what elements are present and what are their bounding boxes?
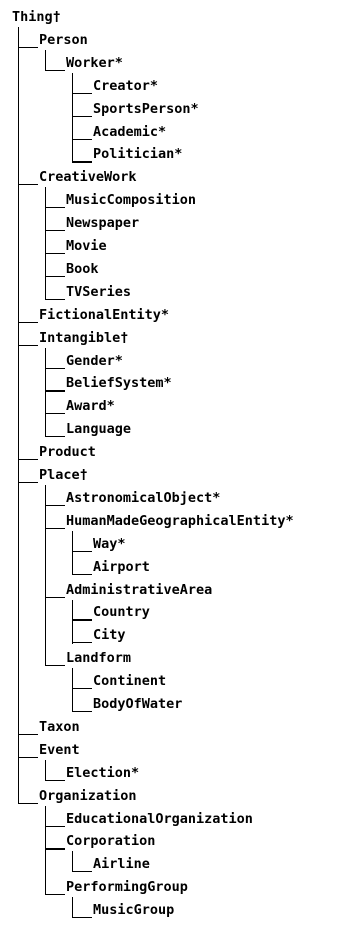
- connector-trunk: [45, 485, 46, 666]
- connector-tick: [45, 207, 65, 208]
- node-intangible: Intangible†: [39, 329, 129, 346]
- connector-tick: [45, 230, 65, 231]
- connector-trunk: [45, 187, 46, 300]
- node-humanmadegeographicalentity: HumanMadeGeographicalEntity*: [66, 512, 294, 529]
- node-worker: Worker*: [66, 54, 123, 71]
- node-thing: Thing†: [12, 9, 61, 25]
- connector-tick: [45, 368, 65, 369]
- connector-tick: [18, 184, 38, 185]
- connector-tick: [45, 826, 65, 827]
- node-taxon: Taxon: [39, 718, 80, 735]
- connector-tick: [18, 734, 38, 735]
- connector-trunk: [45, 50, 46, 71]
- connector-tick: [72, 917, 92, 918]
- node-politician: Politician*: [93, 146, 183, 163]
- connector-tick: [45, 528, 65, 529]
- connector-trunk: [45, 348, 46, 438]
- connector-tick: [45, 413, 65, 414]
- connector-tick: [45, 848, 65, 849]
- connector-tick: [45, 436, 65, 437]
- node-creator: Creator*: [93, 77, 159, 94]
- node-language: Language: [66, 421, 132, 438]
- connector-tick: [45, 597, 65, 598]
- connector-tick: [18, 482, 38, 483]
- connector-tick: [18, 322, 38, 323]
- connector-tick: [18, 459, 38, 460]
- connector-tick: [45, 253, 65, 254]
- node-city: City: [93, 627, 126, 644]
- connector-trunk: [72, 531, 73, 575]
- node-landform: Landform: [66, 650, 132, 667]
- node-product: Product: [39, 444, 96, 461]
- node-bodyofwater: BodyOfWater: [93, 696, 183, 712]
- connector-trunk: [45, 760, 46, 781]
- connector-tick: [72, 93, 92, 94]
- connector-tick: [72, 116, 92, 117]
- connector-trunk: [18, 27, 19, 804]
- node-place: Place†: [39, 467, 88, 483]
- node-musiccomposition: MusicComposition: [66, 192, 197, 209]
- connector-tick: [45, 780, 65, 781]
- connector-tick: [45, 70, 65, 71]
- node-academic: Academic*: [93, 123, 167, 140]
- connector-trunk: [72, 851, 73, 872]
- node-sportsperson: SportsPerson*: [93, 100, 199, 117]
- connector-tick: [45, 276, 65, 277]
- node-way: Way*: [93, 535, 126, 552]
- node-corporation: Corporation: [66, 833, 156, 850]
- connector-tick: [45, 665, 65, 666]
- connector-tick: [72, 688, 92, 689]
- connector-tick: [72, 161, 92, 162]
- node-book: Book: [66, 260, 99, 277]
- connector-tick: [45, 505, 65, 506]
- connector-trunk: [72, 73, 73, 163]
- connector-tick: [18, 345, 38, 346]
- connector-tick: [45, 894, 65, 895]
- node-performinggroup: PerformingGroup: [66, 879, 188, 896]
- connector-tick: [45, 390, 65, 391]
- connector-tick: [72, 139, 92, 140]
- connector-trunk: [72, 897, 73, 918]
- connector-trunk: [72, 600, 73, 644]
- node-educationalorganization: EducationalOrganization: [66, 810, 253, 827]
- connector-tick: [72, 871, 92, 872]
- connector-tick: [18, 757, 38, 758]
- node-astronomicalobject: AstronomicalObject*: [66, 489, 221, 506]
- node-beliefsystem: BeliefSystem*: [66, 375, 172, 392]
- node-newspaper: Newspaper: [66, 215, 140, 232]
- node-tvseries: TVSeries: [66, 283, 132, 300]
- connector-tick: [72, 619, 92, 620]
- node-country: Country: [93, 604, 150, 621]
- connector-tick: [72, 574, 92, 575]
- connector-tick: [18, 47, 38, 48]
- node-organization: Organization: [39, 787, 137, 804]
- node-airport: Airport: [93, 558, 150, 575]
- node-person: Person: [39, 31, 88, 48]
- node-airline: Airline: [93, 856, 150, 873]
- connector-trunk: [45, 806, 46, 896]
- node-creativework: CreativeWork: [39, 169, 137, 186]
- connector-tick: [72, 642, 92, 643]
- node-musicgroup: MusicGroup: [93, 902, 175, 919]
- connector-trunk: [72, 668, 73, 712]
- node-fictionalentity: FictionalEntity*: [39, 306, 170, 323]
- node-movie: Movie: [66, 238, 107, 254]
- node-election: Election*: [66, 764, 140, 781]
- connector-tick: [45, 299, 65, 300]
- node-gender: Gender*: [66, 352, 123, 369]
- node-event: Event: [39, 741, 80, 758]
- connector-tick: [72, 711, 92, 712]
- connector-tick: [18, 803, 38, 804]
- node-continent: Continent: [93, 673, 167, 690]
- connector-tick: [72, 551, 92, 552]
- node-award: Award*: [66, 398, 115, 415]
- node-administrativearea: AdministrativeArea: [66, 581, 213, 598]
